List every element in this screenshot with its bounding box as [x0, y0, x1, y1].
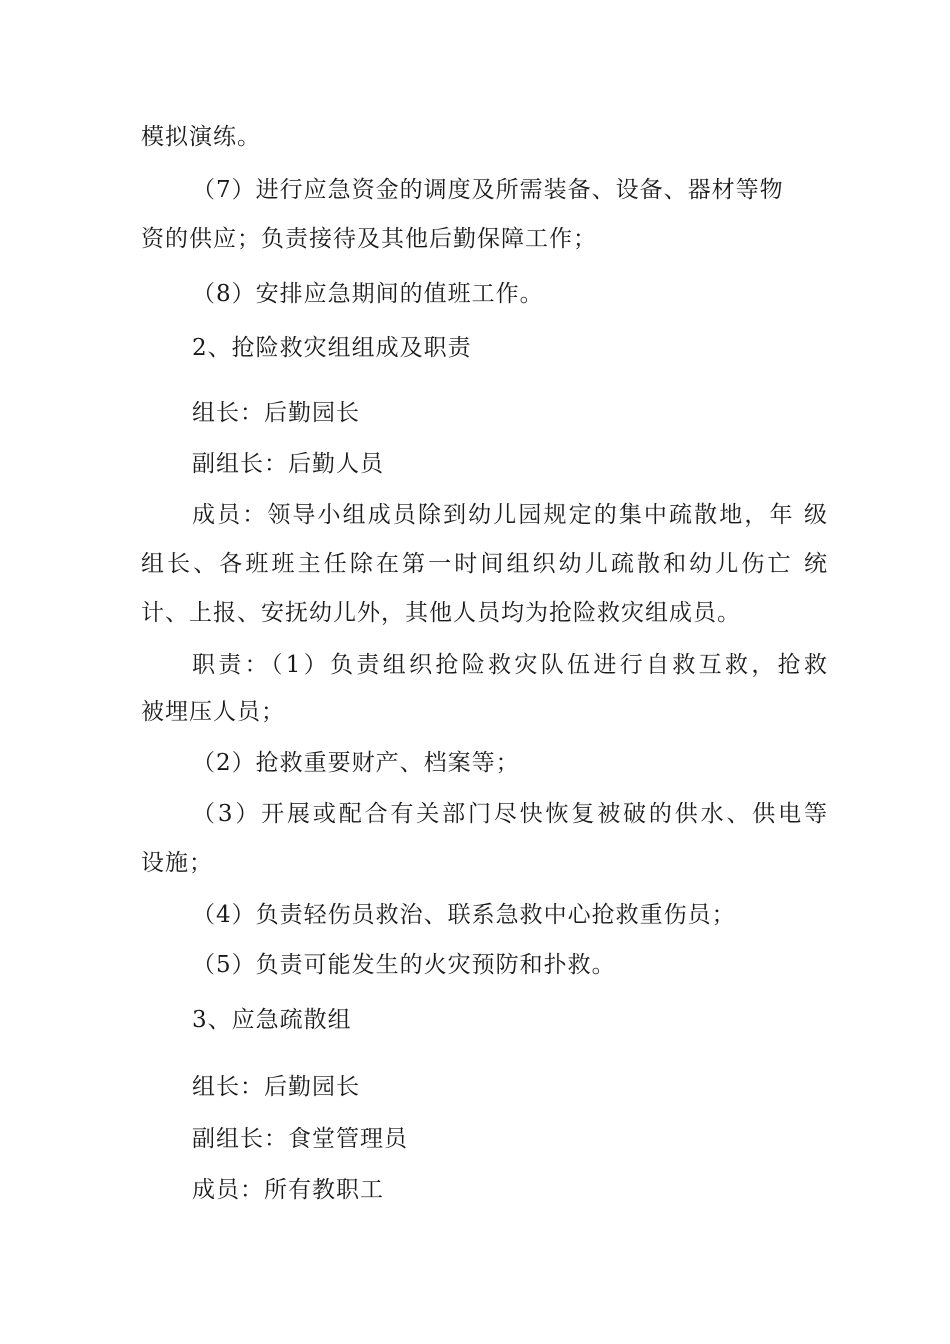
text-line: 设施； — [141, 850, 213, 876]
text-line: 资的供应；负责接待及其他后勤保障工作； — [141, 226, 597, 252]
text-line: 组长、各班班主任除在第一时间组织幼儿疏散和幼儿伤亡 统 — [141, 551, 828, 577]
text-line: 组长：后勤园长 — [192, 400, 360, 426]
text-line: 被埋压人员； — [141, 699, 285, 725]
text-line: 副组长：食堂管理员 — [192, 1126, 408, 1152]
text-line: 职责：（1）负责组织抢险救灾队伍进行自救互救，抢救 — [192, 652, 828, 678]
text-line: 成员：所有教职工 — [192, 1177, 384, 1203]
text-line: 成员：领导小组成员除到幼儿园规定的集中疏散地，年 级 — [192, 502, 828, 528]
section-heading: 2、抢险救灾组组成及职责 — [192, 335, 472, 361]
text-line: 组长：后勤园长 — [192, 1074, 360, 1100]
text-line: 副组长：后勤人员 — [192, 451, 384, 477]
text-line: （2）抢救重要财产、档案等； — [192, 750, 520, 776]
text-line: 模拟演练。 — [141, 124, 261, 150]
text-line: （5）负责可能发生的火灾预防和扑救。 — [192, 952, 616, 978]
text-line: （8）安排应急期间的值班工作。 — [192, 281, 544, 307]
text-line: （3）开展或配合有关部门尽快恢复被破的供水、供电等 — [192, 801, 828, 827]
text-line: （4）负责轻伤员救治、联系急救中心抢救重伤员； — [192, 902, 736, 928]
section-heading: 3、应急疏散组 — [192, 1007, 352, 1033]
text-line: （7）进行应急资金的调度及所需装备、设备、器材等物 — [192, 177, 784, 203]
text-line: 计、上报、安抚幼儿外，其他人员均为抢险救灾组成员。 — [141, 600, 741, 626]
